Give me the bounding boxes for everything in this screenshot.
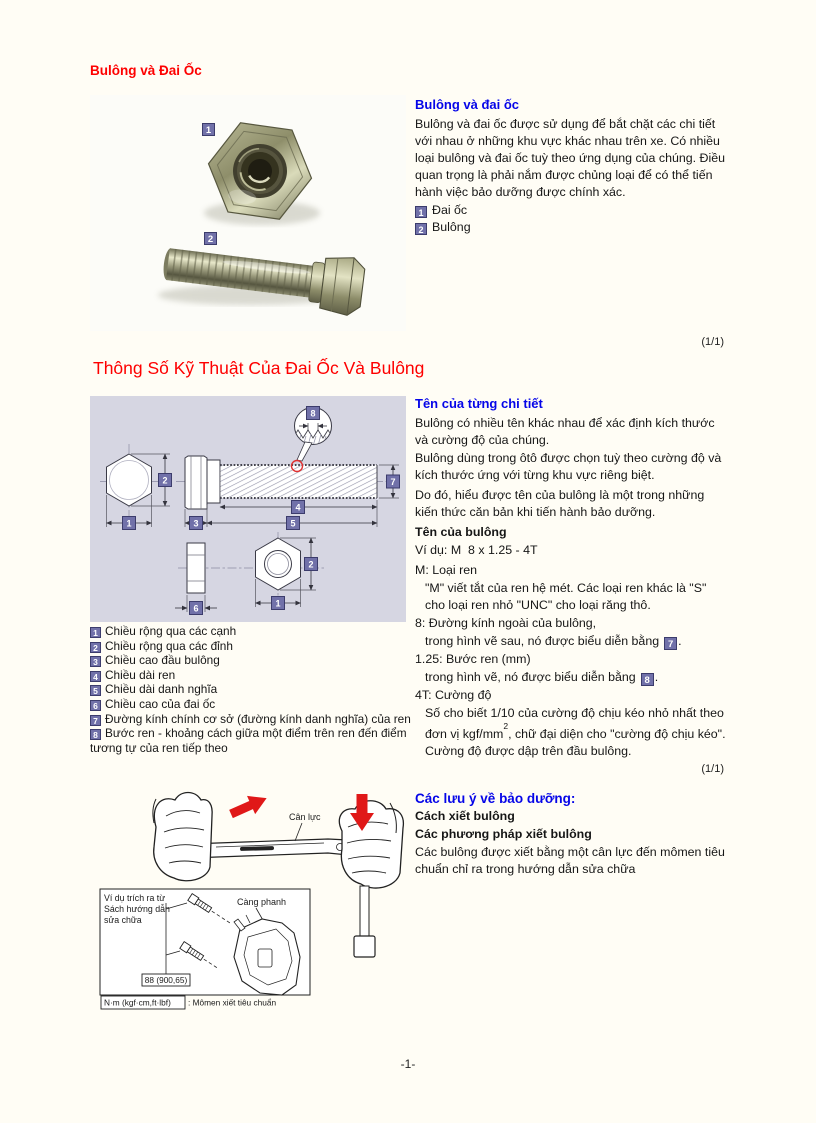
- diagram-badge-nut-2: [305, 558, 318, 571]
- legend-item: 6 Chiều cao của đai ốc: [90, 697, 416, 712]
- diagram-badge-5: [287, 517, 300, 530]
- bolt-diagram-graphic: [90, 396, 406, 622]
- page-marker-2: (1/1): [701, 763, 724, 775]
- diagram-badge-1: [123, 517, 136, 530]
- legend-item: 7 Đường kính chính cơ sở (đường kính danh nghĩa) của ren: [90, 712, 416, 727]
- section2-heading: Tên của từng chi tiết: [415, 396, 543, 411]
- inset-note-line2: Sách hướng dẫn: [104, 904, 170, 914]
- pitch-desc: trong hình vẽ, nó được biểu diễn bằng 8 .: [425, 670, 659, 686]
- d8-line: 8: Đường kính ngoài của bulông,: [415, 616, 597, 630]
- item-badge: 5: [90, 685, 101, 696]
- m-line: M: Loại ren: [415, 563, 477, 577]
- section1-title: Bulông và Đai Ốc: [90, 63, 202, 78]
- item-badge: 3: [90, 656, 101, 667]
- photo-badge-bolt: 2: [204, 232, 217, 245]
- page-marker-1: (1/1): [701, 336, 724, 348]
- torque-wrench-figure: [90, 789, 406, 1020]
- section3-text-column: [415, 791, 727, 879]
- caliper-label: Càng phanh: [237, 897, 287, 907]
- left-hand-drawing: [153, 793, 212, 881]
- item-label: Đai ốc: [432, 203, 468, 217]
- section3-heading: Các lưu ý về bảo dưỡng:: [415, 791, 576, 806]
- inline-badge-7: 7: [664, 637, 677, 650]
- legend-item: 8 Bước ren - khoảng cách giữa một điểm trên ren đến điểm tương tự của ren tiếp theo: [90, 726, 407, 755]
- torque-wrench-graphic: [90, 789, 406, 1020]
- diagram-badge-7: [387, 475, 400, 488]
- inset-note-line3: sửa chữa: [104, 915, 142, 925]
- inset-note-line1: Ví dụ trích ra từ: [104, 893, 166, 903]
- torque-value: 88 (900,65): [144, 975, 188, 985]
- wrench-label: Cân lực: [289, 812, 321, 822]
- inline-badge-8: 8: [641, 673, 654, 686]
- diagram-badge-nut-1: [272, 597, 285, 610]
- legend-item: 1 Chiều rộng qua các cạnh: [90, 624, 416, 639]
- legend-item: [415, 202, 727, 219]
- item-badge: 8: [90, 729, 101, 740]
- item-badge: 7: [90, 715, 101, 726]
- torque-unit-desc: : Mômen xiết tiêu chuẩn: [188, 997, 277, 1008]
- legend-item: 4 Chiều dài ren: [90, 668, 416, 683]
- strength-desc: Số cho biết 1/10 của cường độ chịu kéo nhỏ nhất theo đơn vị kgf/$mm^2$, chữ đại diện cho "cường độ chịu kéo". Cường độ được dập trên đầu bulông.: [425, 706, 726, 759]
- nut-and-bolt-photo: [90, 95, 406, 331]
- diagram-badge-4: [292, 501, 305, 514]
- legend-item: [415, 219, 727, 236]
- manual-example-inset: [100, 889, 310, 995]
- strength-line: 4T: Cường độ: [415, 688, 492, 702]
- svg-text:4: 4: [295, 502, 301, 513]
- item-badge: 1: [90, 627, 101, 638]
- superscript-2: 2: [503, 721, 509, 731]
- diagram-badge-8: [307, 407, 320, 420]
- svg-text:6: 6: [193, 603, 199, 614]
- item-badge: 2: [90, 642, 101, 653]
- bolt-name-subheading: Tên của bulông: [415, 525, 507, 539]
- diagram-badge-6: [190, 602, 203, 615]
- item-badge: 6: [90, 700, 101, 711]
- torque-unit-label: N·m (kgf·cm,ft·lbf): [104, 997, 171, 1008]
- legend-item: 5 Chiều dài danh nghĩa: [90, 682, 416, 697]
- svg-text:2: 2: [162, 475, 168, 486]
- legend-item: 3 Chiều cao đầu bulông: [90, 653, 416, 668]
- section3-sub2: Các phương pháp xiết bulông: [415, 827, 592, 841]
- bolt-dimension-diagram: [90, 396, 406, 622]
- item-badge: 2: [415, 223, 427, 235]
- d8-desc: trong hình vẽ sau, nó được biểu diễn bằng 7 .: [425, 634, 682, 650]
- paragraph: Bulông dùng trong ôtô được chọn tuỳ theo cường độ và kích thước ứng với từng khu vực riêng biệt.: [415, 451, 722, 482]
- svg-text:2: 2: [308, 559, 314, 570]
- item-label: Bulông: [432, 220, 471, 234]
- section2-text-column: [415, 396, 727, 761]
- section3-sub1: Cách xiết bulông: [415, 809, 515, 823]
- paragraph: Do đó, hiểu được tên của bulông là một trong những kiến thức căn bản khi tiến hành bảo dưỡng.: [415, 488, 705, 519]
- item-badge: 1: [415, 206, 427, 218]
- section1-text-column: [415, 97, 727, 236]
- diagram-badge-3: [190, 517, 203, 530]
- section3-body: Các bulông được xiết bằng một cân lực đến mômen tiêu chuẩn chỉ ra trong hướng dẫn sửa chữa: [415, 845, 725, 876]
- section1-heading: Bulông và đai ốc: [415, 97, 520, 112]
- photo-badge-nut: 1: [202, 123, 215, 136]
- item-badge: 4: [90, 671, 101, 682]
- section1-body: Bulông và đai ốc được sử dụng để bắt chặt các chi tiết với nhau ở những khu vực khác nhau trên xe. Có nhiều loại bulông và đai ốc tuỳ theo ứng dụng của chúng. Điều quan trọng là phải nắm được chủng loại để có thể tiến hành việc bảo dưỡng được chính xác.: [415, 117, 726, 199]
- svg-text:7: 7: [390, 476, 396, 487]
- section2-title: Thông Số Kỹ Thuật Của Đai Ốc Và Bulông: [93, 358, 425, 378]
- bolt-name-example: Ví dụ: M 8 x 1.25 - 4T: [415, 543, 538, 557]
- svg-text:5: 5: [290, 518, 296, 529]
- nut-bolt-photo-graphic: [90, 95, 406, 331]
- diagram-badge-2: [159, 474, 172, 487]
- svg-text:1: 1: [275, 598, 281, 609]
- paragraph: Bulông có nhiều tên khác nhau để xác định kích thước và cường độ của chúng.: [415, 416, 715, 447]
- page-number: -1-: [400, 1057, 416, 1071]
- pitch-line: 1.25: Bước ren (mm): [415, 652, 531, 666]
- legend-item: 2 Chiều rộng qua các đỉnh: [90, 639, 416, 654]
- svg-text:1: 1: [126, 518, 132, 529]
- svg-text:8: 8: [310, 408, 316, 419]
- dimension-legend: [90, 624, 416, 755]
- m-desc: "M" viết tắt của ren hệ mét. Các loại ren khác là "S" cho loại ren nhỏ "UNC" cho loại răng thô.: [425, 581, 707, 612]
- svg-text:3: 3: [193, 518, 199, 529]
